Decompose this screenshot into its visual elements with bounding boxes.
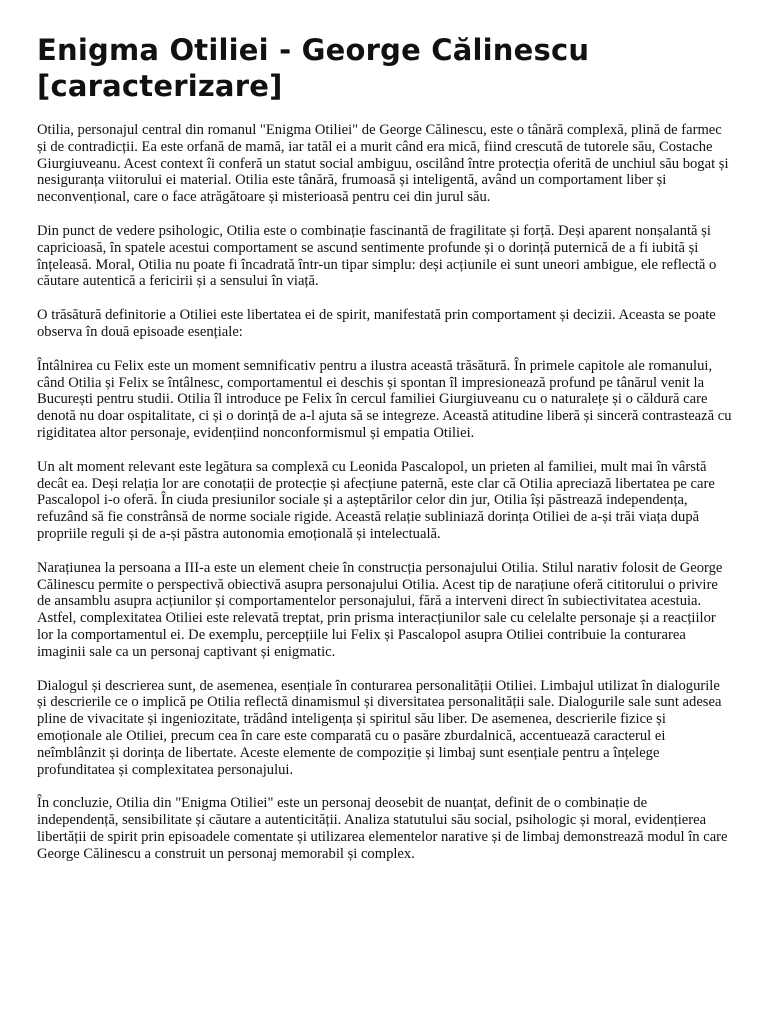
paragraph-intro: Otilia, personajul central din romanul "Enigma Otiliei" de George Călinescu, este o tânără complexă, plină de farmec și de contradicții. Ea este orfană de mamă, iar tatăl ei a murit când era mică, fiind crescută de tutorele său, Costache Giurgiuveanu. Acest context îi conferă un statut social ambiguu, oscilând între protecția oferită de unchiul său bogat și nesiguranța viitorului ei material. Otilia este tânără, frumoasă și inteligentă, având un comportament liber și neconvențional, care o face atrăgătoare și misterioasă pentru cei din jurul său.	[37, 122, 729, 206]
paragraph-conclusion: În concluzie, Otilia din "Enigma Otiliei" este un personaj deosebit de nuanțat, definit de o combinație de independență, sensibilitate și căutare a autenticității. Analiza statutului său social, psihologic și moral, evidențierea libertății de spirit prin episoadele comentate și utilizarea elementelor narative și de limbaj demonstrează modul în care George Călinescu a construit un personaj memorabil și complex.	[37, 795, 728, 862]
page-title: Enigma Otiliei - George Călinescu [caracterizare]	[37, 33, 590, 103]
paragraph-pascalopol: Un alt moment relevant este legătura sa complexă cu Leonida Pascalopol, un prieten al familiei, mult mai în vârstă decât ea. Deși relația lor are conotații de protecție și afecțiune paternă, este clar că Otilia apreciază libertatea pe care Pascalopol i-o oferă. În ciuda presiunilor sociale și a așteptărilor celor din jur, Otilia își păstrează independența, refuzând să fie constrânsă de norme sociale rigide. Această relație subliniază dorința Otiliei de a-și trăi viața după propriile reguli și de a-și păstra autonomia emoțională și intelectuală.	[37, 458, 715, 542]
paragraph-psychology: Din punct de vedere psihologic, Otilia este o combinație fascinantă de fragilitate și forță. Deși aparent nonșalantă și capricioasă, în spatele acestui comportament se ascund sentimente profunde și o dorință puternică de a fi iubită și înțeleasă. Moral, Otilia nu poate fi încadrată într-un tipar simplu: deși acțiunile ei sunt uneori ambigue, ele reflectă o căutare autentică a fericirii și a sensului în viață.	[37, 222, 717, 290]
document-page	[37, 32, 732, 879]
paragraph-dialogue: Dialogul și descrierea sunt, de asemenea, esențiale în conturarea personalității Otiliei. Limbajul utilizat în dialogurile și descrierile ce o implică pe Otilia reflectă dinamismul și diversitatea personalității sale. Dialogurile sale sunt adesea pline de vivacitate și ingeniozitate, trădând inteligența și spiritul său liber. De asemenea, descrierile fizice și emoționale ale Otiliei, precum cea în care este comparată cu o pasăre zburdalnică, accentuează caracterul ei neîmblânzit și dorința de libertate. Aceste elemente de compoziție și limbaj sunt esențiale pentru a înțelege profunditatea și complexitatea personajului.	[37, 677, 722, 778]
paragraph-freedom: O trăsătură definitorie a Otiliei este libertatea ei de spirit, manifestată prin comportament și decizii. Aceasta se poate observa în două episoade esențiale:	[37, 307, 716, 340]
paragraph-felix: Întâlnirea cu Felix este un moment semnificativ pentru a ilustra această trăsătură. În primele capitole ale romanului, când Otilia și Felix se întâlnesc, comportamentul ei deschis și spontan îl impresionează profund pe tânărul venit la București pentru studii. Otilia îl introduce pe Felix în cercul familiei Giurgiuveanu cu o naturalețe și o căldură care denotă nu doar ospitalitate, ci și o dorință de a-l ajuta să se integreze. Această atitudine liberă și sinceră contrastează cu rigiditatea altor personaje, evidențiind nonconformismul și empatia Otiliei.	[37, 357, 732, 441]
paragraph-narration: Narațiunea la persoana a III-a este un element cheie în construcția personajului Otilia. Stilul narativ folosit de George Călinescu permite o perspectivă obiectivă asupra personajului Otilia. Acest tip de narațiune oferă cititorului o privire de ansamblu asupra acțiunilor și comportamentelor personajului, fără a interveni direct în subiectivitatea acestuia. Astfel, complexitatea Otiliei este relevată treptat, prin prisma interacțiunilor sale cu celelalte personaje și a reacțiilor lor la comportamentul ei. De exemplu, percepțiile lui Felix și Pascalopol asupra Otiliei contribuie la conturarea imaginii sale ca un personaj captivant și enigmatic.	[37, 559, 723, 660]
